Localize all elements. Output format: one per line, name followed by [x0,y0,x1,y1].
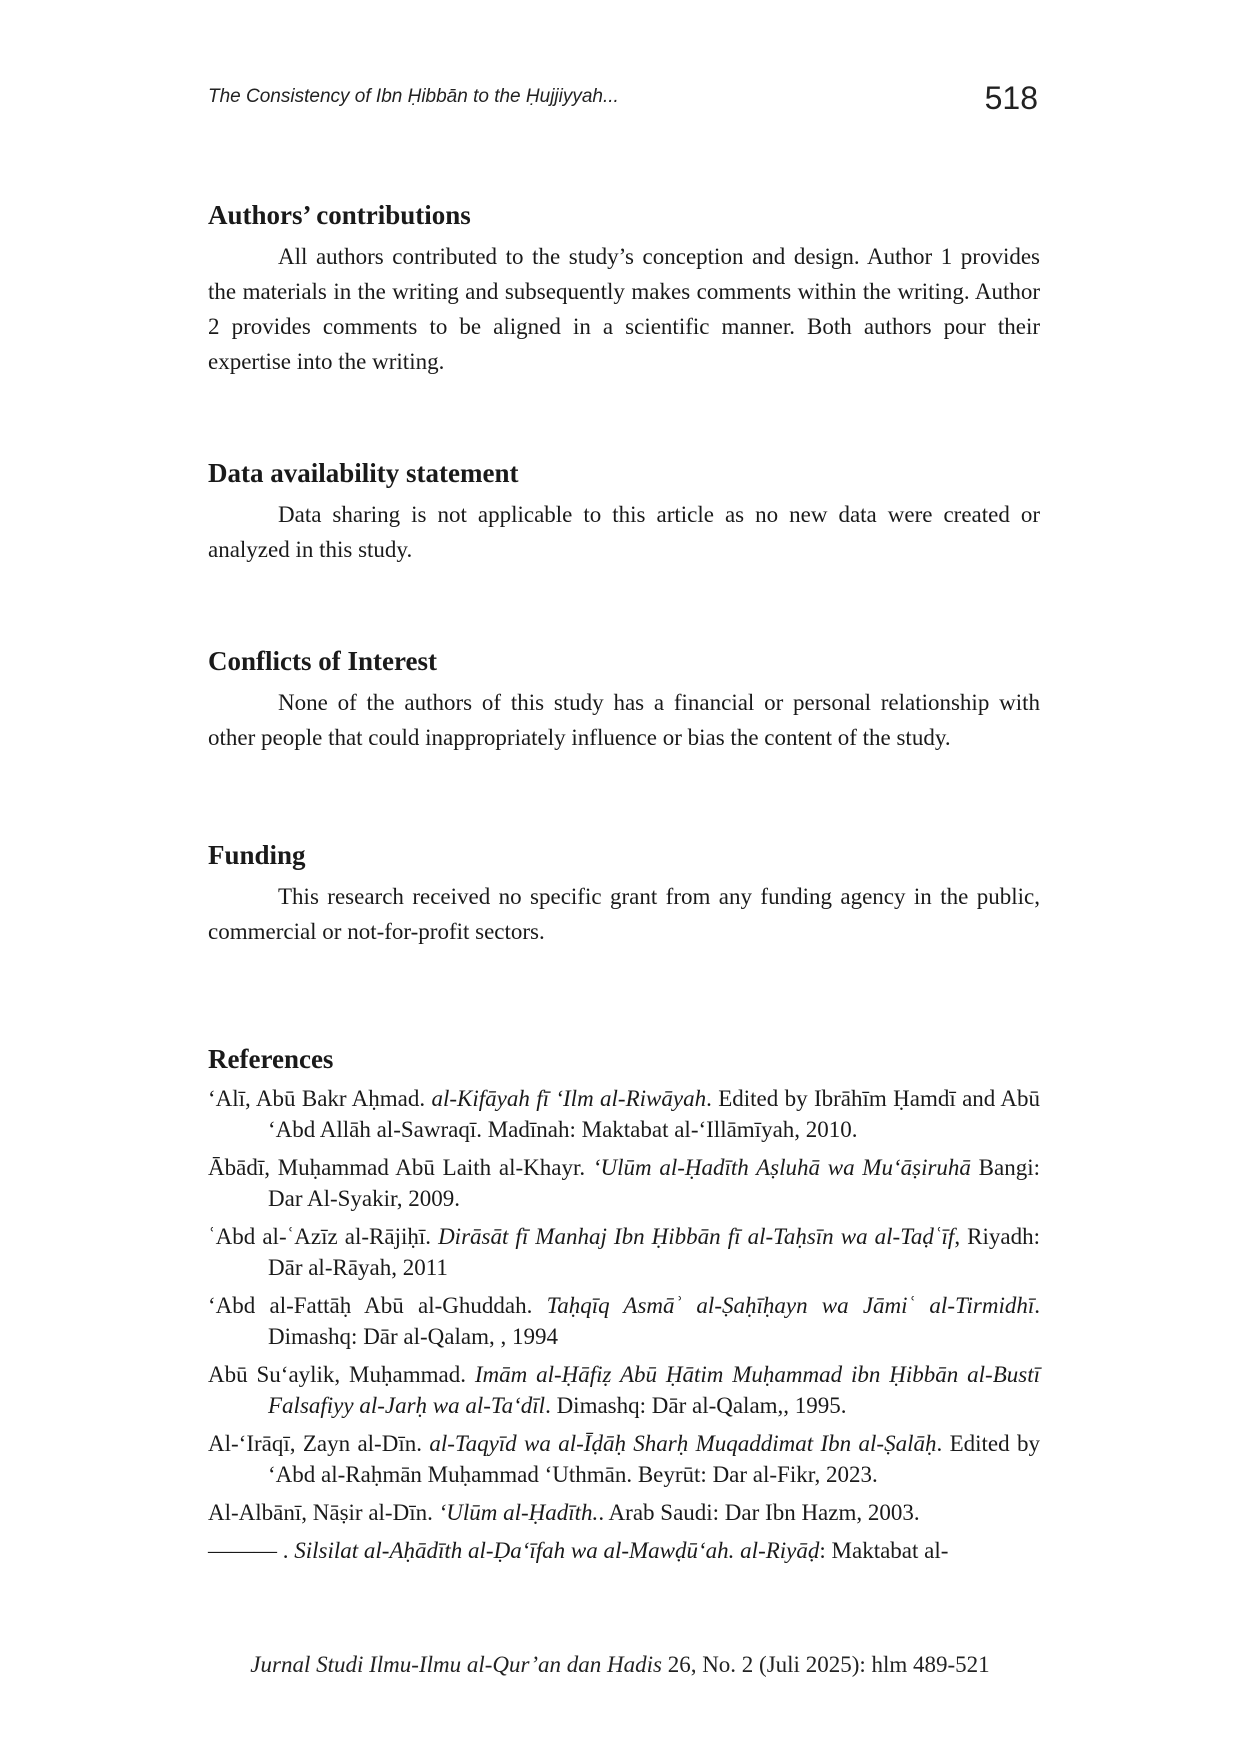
heading-conflicts: Conflicts of Interest [208,646,437,676]
heading-references: References [208,1044,334,1074]
reference-title: Taḥqīq Asmāʾ al-Ṣaḥīḥayn wa Jāmiʿ al-Tirmidhī [546,1293,1035,1318]
reference-author: ʻAbd al-Fattāḥ Abū al-Ghuddah. [208,1293,547,1318]
reference-item [208,1221,1040,1283]
reference-details: Bangi: Dar Al-Syakir, 2009. [268,1155,1040,1211]
reference-author: Ābādī, Muḥammad Abū Laith al-Khayr. [208,1155,593,1180]
reference-item [208,1083,1040,1145]
section-contributions [208,200,1040,379]
heading-contributions: Authors’ contributions [208,200,471,230]
reference-details: , Riyadh: Dār al-Rāyah, 2011 [268,1224,1040,1280]
section-funding [208,840,1040,949]
heading-data-availability: Data availability statement [208,458,519,488]
paragraph-contributions: All authors contributed to the study’s conception and design. Author 1 provides the materials in the writing and subsequently makes comments within the writing. Author 2 provides comments to be aligned in a scientific manner. Both authors pour their expertise into the writing. [208,244,1040,374]
reference-list [208,1083,1040,1566]
reference-item [208,1497,1040,1528]
reference-details: . Edited by Ibrāhīm Ḥamdī and Abū ʻAbd Allāh al-Sawraqī. Madīnah: Maktabat al-ʻIllāmīyah, 2010. [268,1086,1041,1142]
reference-author: ʿAbd al-ʿAzīz al-Rājiḥī. [208,1224,439,1249]
reference-details: . Arab Saudi: Dar Ibn Hazm, 2003. [598,1500,920,1525]
journal-name: Jurnal Studi Ilmu-Ilmu al-Qur’an dan Hadis [250,1652,662,1677]
reference-title: Dirāsāt fī Manhaj Ibn Ḥibbān fī al-Taḥsīn wa al-Taḍʿīf [438,1224,955,1249]
reference-details: : Maktabat al- [819,1538,949,1563]
heading-funding: Funding [208,840,306,870]
reference-author: Abū Suʻaylik, Muḥammad. [208,1362,475,1387]
reference-author: Al-ʻIrāqī, Zayn al-Dīn. [208,1431,430,1456]
page-footer [0,1652,1240,1678]
reference-title: al-Kifāyah fī ʻIlm al-Riwāyah [431,1086,707,1111]
paragraph-data-availability: Data sharing is not applicable to this article as no new data were created or analyzed in this study. [208,502,1040,562]
reference-title: ʻUlūm al-Ḥadīth. [438,1500,599,1525]
reference-item [208,1152,1040,1214]
reference-item [208,1290,1040,1352]
reference-item [208,1535,1040,1566]
reference-title: ʻUlūm al-Ḥadīth Aṣluhā wa Muʻāṣiruhā [592,1155,971,1180]
page-number: 518 [984,80,1038,116]
paragraph-conflicts: None of the authors of this study has a financial or personal relationship with other people that could inappropriately influence or bias the content of the study. [208,690,1040,750]
references-section [208,1044,1040,1573]
reference-details: . Dimashq: Dār al-Qalam, , 1994 [268,1293,1040,1349]
section-data-availability [208,458,1040,567]
reference-title: al-Taqyīd wa al-Īḍāḥ Sharḥ Muqaddimat Ibn al-Ṣalāḥ [429,1431,937,1456]
reference-item [208,1428,1040,1490]
paragraph-funding: This research received no specific grant from any funding agency in the public, commercial or not-for-profit sectors. [208,884,1040,944]
reference-details: . Dimashq: Dār al-Qalam,, 1995. [545,1393,847,1418]
reference-title: Silsilat al-Aḥādīth al-Ḍaʻīfah wa al-Mawḍūʻah. al-Riyāḍ [294,1538,820,1563]
reference-title: Imām al-Ḥāfiẓ Abū Ḥātim Muḥammad ibn Ḥibbān al-Bustī Falsafiyy al-Jarḥ wa al-Taʻdīl [268,1362,1040,1418]
reference-author: ——— . [208,1538,295,1563]
running-head: The Consistency of Ibn Ḥibbān to the Ḥujjiyyah... [208,86,619,107]
journal-citation: 26, No. 2 (Juli 2025): hlm 489-521 [661,1652,990,1677]
reference-author: ʻAlī, Abū Bakr Aḥmad. [208,1086,432,1111]
reference-author: Al-Albānī, Nāṣir al-Dīn. [208,1500,439,1525]
reference-item [208,1359,1040,1421]
reference-details: . Edited by ʻAbd al-Raḥmān Muḥammad ʻUthmān. Beyrūt: Dar al-Fikr, 2023. [268,1431,1040,1487]
section-conflicts [208,646,1040,755]
